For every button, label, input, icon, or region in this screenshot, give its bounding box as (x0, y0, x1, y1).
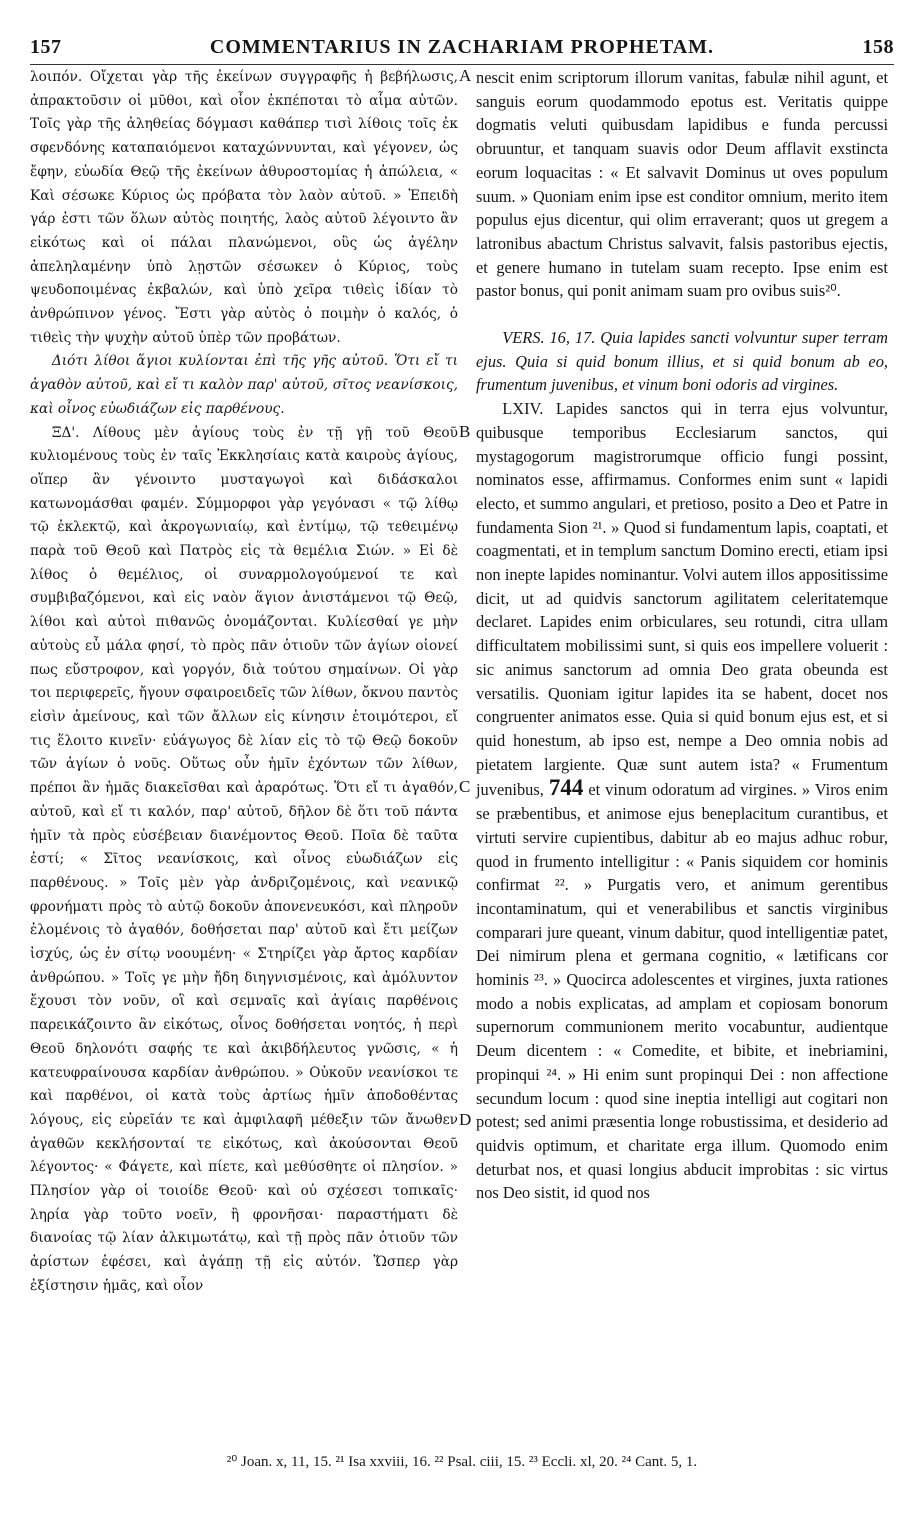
latin-column (476, 66, 888, 1205)
latin-paragraph-2b: et vinum odoratum ad virgines. » Viros enim se præbentibus, et animose ejus beneplacitum curantibus, et virtuti servire cupientibus, dabitur ab eo majus adhuc robur, quod in frumento intelligitur : « Panis siquidem cor hominis confirmat ²². » Purgatis vero, et animum gerentibus incontaminatum, qui et venerabilibus et sanctis virginibus comparari jure queant, vinum dabitur, quod intelligentiæ patet, Dei nimirum plena et germana cognitio, « lætificans cor hominis ²³. » Quocirca adolescentes et virgines, juxta rationes modo a nobis explicatas, ad amplam et copiosam bonorum supernorum communionem merito vocabuntur, audientque Deum dicentem : « Comedite, et bibite, et inebriamini, propinqui ²⁴. » Hi enim sunt propinqui Dei : non affectione secundum locum : quod sine ineptia intelligi aut cogitari non potest; sed animi præsentia longe robustissima, et desiderio ad quidvis optimum, et charitate erga illum. Quomodo enim deturbat nos, et quasi longius abducit improbitas : sic virtus nos Deo sistit, id quod nos (476, 780, 888, 1203)
latin-paragraph-2 (476, 397, 888, 1205)
header-rule (30, 64, 894, 65)
left-column-number: 157 (30, 36, 62, 58)
latin-paragraph-1: nescit enim scriptorum illorum vanitas, fabulæ nihil agunt, et sanguis eorum quodammodo epotus est. Veritatis quippe dogmatis veluti quibusdam lapidibus e funda percussi obruuntur, et tanquam suavis odor Deum afflavit exstincta eorum loquacitas : « Et salvavit Dominus ut oves populum suum. » Quoniam enim ipse est conditor omnium, merito item populus ejus dicentur, qui olim erraverant; quos ut gregem a latronibus abactum Christus salvavit, falsis pastoribus ejectis, et genere humano in tutelam suam recepto. Ipse enim est pastor bonus, qui ponit animam suam pro ovibus suis²⁰. (476, 68, 888, 301)
latin-paragraph-2a: LXIV. Lapides sanctos qui in terra ejus volvuntur, quibusque temporibus Ecclesiarum sanctos, qui mystagogorum magistrorumque officio fungi possint, nominatos esse, affirmamus. Conformes enim sunt « lapidi electo, et summo angulari, et pretioso, posito a Deo et Patre in fundamenta Sion ²¹. » Quod si fundamentum lapis, coaptati, et coagmentati, et in templum sanctum Domino erecti, etiam ipsi non inepte lapides nominantur. Volvi autem illos appositissime dicit, ut ad quidvis sanctorum agilitatem celeritatemque declaret. Lapides enim orbiculares, seu rotundi, citra ullam difficultatem mobilissimi sunt, si quis eos impellere voluerit : sic animus sanctorum ad omnia Deo grata obeunda est versatilis. Quoniam igitur lapides ita se habent, docet nos congruenter animatos esse. Quia si quid bonum ejus est, et si quid honestum, ab ipso est, nempe a Deo omnia nobis ad pietatem largiente. Quæ sunt autem ista? « Frumentum juvenibus, (476, 399, 888, 800)
running-header (30, 36, 894, 62)
migne-page-number: 744 (548, 775, 584, 801)
section-marker-c: C (459, 777, 471, 796)
greek-paragraph-2: ΞΔ'. Λίθους μὲν ἁγίους τοὺς ἐν τῇ γῇ τοῦ Θεοῦ κυλιομένους τοὺς ἐν ταῖς Ἐκκλησίαις κατὰ καιροὺς ἁγίους, οἵπερ ἂν γένοιντο μυσταγωγοὶ καὶ διδάσκαλοι κατωνομάσθαι φαμέν. Σύμμορφοι γὰρ γεγόνασι « τῷ λίθῳ τῷ ἐκλεκτῷ, καὶ ἀκρογωνιαίῳ, καὶ ἐντίμῳ, τῷ τεθειμένῳ παρὰ τοῦ Θεοῦ καὶ Πατρὸς εἰς τὰ θεμέλια Σιών. » Εἰ δὲ λίθος ὁ θεμέλιος, οἱ συναρμολογούμενοί τε καὶ συμβιβαζόμενοι, καὶ εἰς ναὸν ἅγιον ἀνιστάμενοι τῷ Θεῷ, λίθοι καὶ αὐτοὶ πιθανῶς ὀνομάζονται. Κυλίεσθαί γε μὴν αὐτοὺς εὖ μάλα φησί, τὸ πρὸς πᾶν ὁτιοῦν τῶν ἁγίων οἱονεί πως εὔστροφον, καὶ γοργόν, διὰ τούτου σημαίνων. Οἱ γὰρ τοι περιφερεῖς, ἤγουν σφαιροειδεῖς τῶν λίθων, ὄκνου παντὸς εἰσὶν ἀμείνους, καὶ τῶν ἄλλων εἰς κίνησιν ἑτοιμότεροι, εἴ τις ἕλοιτο κινεῖν· εὐάγωγος δὲ λίαν εἰς τὸ τῷ Θεῷ δοκοῦν τῶν ἁγίων ὁ νοῦς. Οὕτως οὖν ἡμῖν ἐχόντων τῶν λίθων, πρέποι ἂν ἡμᾶς διακεῖσθαι καὶ ἀραρότως. Ὅτι εἴ τι ἀγαθόν, αὐτοῦ, καὶ εἴ τι καλόν, παρ' αὐτοῦ, δῆλον δὲ ὅτι τοῦ πάντα ἡμῖν τὰ πρὸς εὐσέβειαν διανέμοντος Θεοῦ. Ποῖα δὲ ταῦτα ἐστί; « Σῖτος νεανίσκοις, καὶ οἶνος εὐωδιάζων εἰς παρθένους. » Τοῖς μὲν γὰρ ἀνδριζομένοις, καὶ νεανικῷ φρονήματι πρὸς τὸ αὐτῷ δοκοῦν ἀπονενευκόσι, καὶ πληροῦν ἑλομένοις τὸ ἀγαθόν, δοθήσεται παρ' αὐτοῦ καὶ ἔτι μείζων ἰσχύς, ὡς ἐν σίτῳ νοουμένη· « Στηρίζει γὰρ ἄρτος καρδίαν ἀνθρώπου. » Τοῖς γε μὴν ἤδη διηγνισμένοις, καὶ ἀμόλυντον ἔχουσι τὸν νοῦν, οἳ καὶ σεμναῖς καὶ ἁγίαις παρθένοις παρεικάζοιντο ἂν εἰκότως, οἶνος δοθήσεται νοητός, ἡ περὶ Θεοῦ δηλονότι σαφής τε καὶ ἀκιβδήλευτος γνῶσις, « ἡ κατευφραίνουσα καρδίαν ἀνθρώπου. » Οὐκοῦν νεανίσκοι τε καὶ παρθένοι, οἱ κατὰ τοὺς ἀρτίως ἡμῖν ἀποδοθέντας λόγους, εἰς εὐρεῖάν τε καὶ ἀμφιλαφῆ μέθεξιν τῶν ἄνωθεν ἀγαθῶν κεκλήσονταί τε εἰκότως, καὶ ἀκούσονται Θεοῦ λέγοντος· « Φάγετε, καὶ πίετε, καὶ μεθύσθητε οἱ πλησίον. » Πλησίον γὰρ οἱ τοιοίδε Θεοῦ· καὶ οὐ σχέσεσι τοπικαῖς· ληρία γὰρ τοῦτο νοεῖν, ἢ φρονῆσαι· παραστήματι δὲ διανοίας τῷ λίαν ἀλκιμωτάτῳ, καὶ τῇ πρὸς πᾶν ὁτιοῦν τῶν ἀρίστων ἐφέσει, καὶ ἀγάπῃ τῇ εἰς αὐτόν. Ὥσπερ γὰρ ἐξίστησιν ἡμᾶς, καὶ οἷον (30, 424, 458, 1294)
running-title: COMMENTARIUS IN ZACHARIAM PROPHETAM. (209, 36, 715, 58)
section-marker-a: A (459, 66, 472, 85)
latin-verse: VERS. 16, 17. Quia lapides sancti volvuntur super terram ejus. Quia si quid bonum illius, et si quid bonum ab eo, frumentum juvenibus, et vinum boni odoris ad virgines. (476, 328, 888, 395)
right-column-number: 158 (862, 36, 894, 58)
greek-paragraph-1: λοιπόν. Οἴχεται γὰρ τῆς ἐκείνων συγγραφῆς ἡ βεβήλωσις, ἀπρακτοῦσιν οἱ μῦθοι, καὶ οἷον ἐκπέποται τὸ αἷμα αὐτῶν. Τοῖς γὰρ τῆς ἀληθείας δόγμασι καθάπερ τισὶ λίθοις τοῖς ἐκ σφενδόνης καταπαιόμενοι καταχώννυνται, καὶ γέγονεν, ὡς ἔφην, εὐωδία Θεῷ τῆς ἐκείνων ἀθυροστομίας ἡ ἀπώλεια, « Καὶ σέσωκε Κύριος ὡς πρόβατα τὸν λαὸν αὐτοῦ. » Ἐπειδὴ γάρ ἐστι τῶν ὅλων αὐτὸς ποιητής, λαὸς αὐτοῦ λέγοιντο ἂν εἰκότως καὶ οἱ πάλαι πλανώμενοι, οὓς ὡς ἀγέλην ἀπεληλαμένην ὑπὸ λῃστῶν σέσωκεν ὁ Κύριος, τοὺς ψευδοποιμένας ἐκβαλών, καὶ ὑπὸ χεῖρα τιθεὶς ἰδίαν τὸ ἀνθρώπινον γένος. Ἔστι γὰρ αὐτὸς ὁ ποιμὴν ὁ καλός, ὁ τιθεὶς τὴν ψυχὴν αὐτοῦ ὑπὲρ τῶν προβάτων. (30, 69, 458, 346)
greek-column (30, 66, 458, 1299)
footnotes: ²⁰ Joan. x, 11, 15. ²¹ Isa xxviii, 16. ²² Psal. ciii, 15. ²³ Eccli. xl, 20. ²⁴ Cant. 5, 1. (226, 1454, 698, 1470)
section-marker-b: B (459, 422, 471, 441)
section-marker-d: D (459, 1110, 472, 1129)
greek-verse: Διότι λίθοι ἅγιοι κυλίονται ἐπὶ τῆς γῆς αὐτοῦ. Ὅτι εἴ τι ἀγαθὸν αὐτοῦ, καὶ εἴ τι καλὸν παρ' αὐτοῦ, σῖτος νεανίσκοις, καὶ οἶνος εὐωδιάζων εἰς παρθένους. (30, 353, 458, 417)
